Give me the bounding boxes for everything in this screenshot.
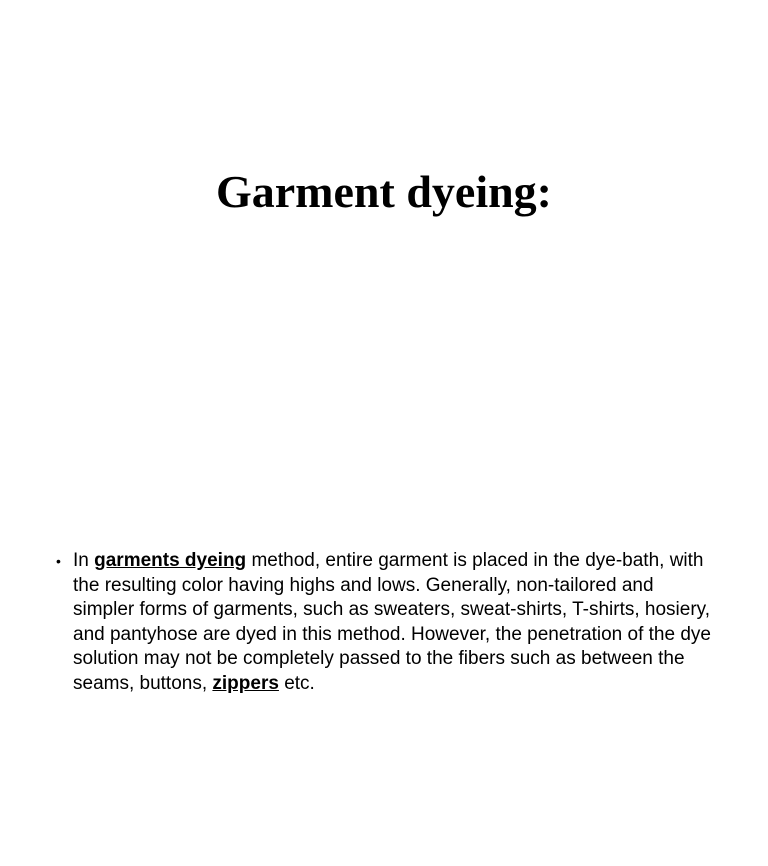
- garments-dyeing-link[interactable]: garments dyeing: [94, 550, 247, 571]
- bullet-marker: •: [56, 553, 61, 569]
- bullet-item: [56, 549, 716, 696]
- bullet-text-body: method, entire garment is placed in the dye-bath, with the resulting color having highs and lows. Generally, non-tailored and simpler forms of garments, such as sweaters, sweat-shirts, T-shirts, hosiery, and pantyhose are dyed in this method. However, the penetration of the dye solution may not be completely passed to the fibers such as between the seams, buttons,: [73, 550, 711, 694]
- slide-title: Garment dyeing:: [215, 166, 552, 217]
- bullet-list: [56, 549, 716, 696]
- zippers-link[interactable]: zippers: [212, 672, 279, 694]
- bullet-text-intro: In: [73, 550, 95, 571]
- bullet-text-end: etc.: [278, 672, 315, 694]
